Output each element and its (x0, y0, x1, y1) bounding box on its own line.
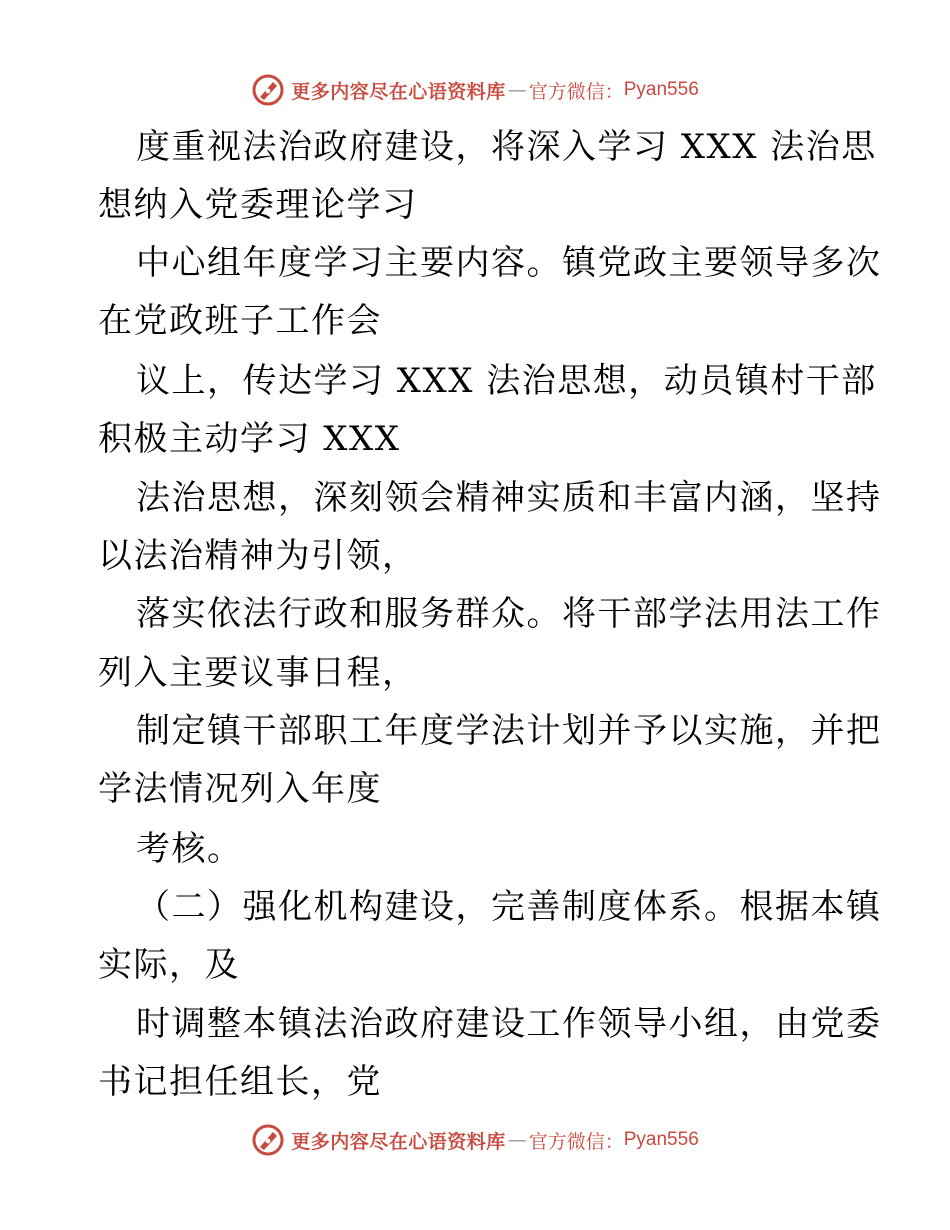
text-line: 时调整本镇法治政府建设工作领导小组，由党委 (136, 1004, 882, 1044)
text-line: （二）强化机构建设，完善制度体系。根据本镇 (136, 887, 882, 927)
banner-dash: — (507, 79, 527, 101)
banner-wechat-label: 官方微信： (528, 80, 624, 103)
footer-banner (0, 1120, 950, 1160)
pen-seal-icon (251, 73, 285, 107)
text-line: 学法情况列入年度 (98, 769, 382, 809)
text-line: 想纳入党委理论学习 (98, 185, 418, 225)
banner-text: 更多内容尽在心语资料库 (291, 1130, 506, 1153)
text-line: 考核。 (136, 829, 243, 869)
banner-text: 更多内容尽在心语资料库 (291, 80, 506, 103)
text-line: 法治思想，深刻领会精神实质和丰富内涵，坚持 (136, 478, 882, 518)
text-line: 在党政班子工作会 (98, 301, 382, 341)
text-line: 列入主要议事日程， (98, 653, 418, 693)
banner-wechat-id: Pyan556 (623, 79, 699, 100)
text-line: 中心组年度学习主要内容。镇党政主要领导多次 (136, 243, 882, 283)
text-line: 实际，及 (98, 945, 240, 985)
banner-dash: — (507, 1129, 527, 1151)
header-banner (0, 70, 950, 110)
text-line: 积极主动学习 XXX (98, 419, 401, 459)
text-line: 以法治精神为引领， (98, 536, 418, 576)
pen-seal-icon (251, 1123, 285, 1157)
text-line: 制定镇干部职工年度学法计划并予以实施，并把 (136, 711, 882, 751)
text-line: 落实依法行政和服务群众。将干部学法用法工作 (136, 594, 882, 634)
text-line: 议上，传达学习 XXX 法治思想，动员镇村干部 (136, 361, 877, 401)
banner-wechat-id: Pyan556 (623, 1129, 699, 1150)
text-line: 书记担任组长，党 (98, 1062, 382, 1102)
text-line: 度重视法治政府建设，将深入学习 XXX 法治思 (136, 127, 877, 167)
banner-wechat-label: 官方微信： (528, 1130, 624, 1153)
